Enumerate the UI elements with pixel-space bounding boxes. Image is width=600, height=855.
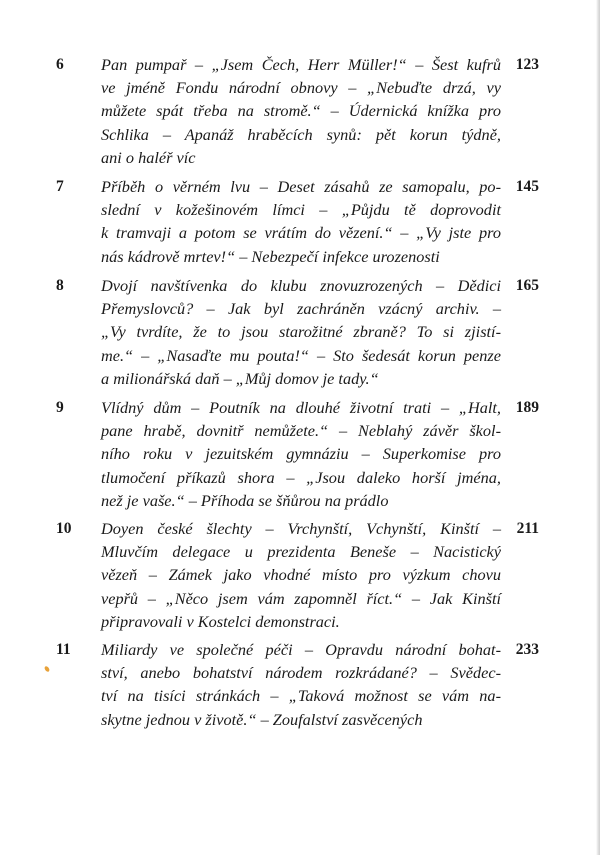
ink-mark <box>44 665 51 672</box>
summary-line: „Vy tvrdíte, že to jsou starožitné zbraně? To si zjistí- <box>101 322 501 342</box>
summary-line: vězeň – Zámek jako vhodné místo pro výzkum chovu <box>101 565 501 585</box>
summary-line: vepřů – „Něco jsem vám zapomněl říct.“ – Jak Kinští <box>101 588 501 608</box>
summary-line: Mluvčím delegace u prezidenta Beneše – Nacistický <box>101 542 501 562</box>
summary-line: ního roku v jezuitském gymnáziu – Superkomise pro <box>101 444 501 464</box>
summary-line: Schlika – Apanáž hraběcích synů: pět korun týdně, <box>101 124 501 144</box>
summary-line: Příběh o věrném lvu – Deset zásahů ze samopalu, po- <box>101 177 501 196</box>
summary-line: pane hrabě, dovnitř nemůžete.“ – Neblahý závěr škol- <box>101 421 501 441</box>
summary-line: můžete spát třeba na stromě.“ – Údernická knížka pro <box>101 101 501 121</box>
chapter-summary <box>101 638 501 731</box>
chapter-number: 10 <box>56 520 72 537</box>
summary-line: slední v kožešinovém límci – „Půjdu tě doprovodit <box>101 200 501 220</box>
summary-line: nás kádrově mrtev!“ – Nebezpečí infekce urozenosti <box>101 246 440 266</box>
summary-line: ství, anebo bohatství národem rozkrádané? – Svědec- <box>101 663 501 683</box>
summary-line: Pan pumpař – „Jsem Čech, Herr Müller!“ – Šest kufrů <box>101 55 501 74</box>
summary-line: k tramvaji a potom se vrátím do vězení.“ – „Vy jste pro <box>101 223 501 243</box>
summary-line: tví na tisíci stránkách – „Taková možnost se vám na- <box>101 686 501 706</box>
page-edge-shadow <box>596 0 600 855</box>
summary-line: me.“ – „Nasaďte mu pouta!“ – Sto šedesát korun penze <box>101 345 501 365</box>
page-number: 145 <box>515 178 539 195</box>
summary-line: Miliardy ve společné péči – Opravdu národní bohat- <box>101 640 501 659</box>
summary-line: připravovali v Kostelci demonstraci. <box>101 611 340 631</box>
summary-line: než je vaše.“ – Příhoda se šňůrou na prádlo <box>101 490 389 510</box>
chapter-number: 6 <box>56 56 64 73</box>
page-number: 211 <box>516 520 539 537</box>
chapter-number: 7 <box>56 178 64 195</box>
summary-line: tlumočení příkazů shora – „Jsou daleko horší jména, <box>101 467 501 487</box>
page-number: 165 <box>515 277 539 294</box>
page-number: 189 <box>515 399 539 416</box>
summary-line: Vlídný dům – Poutník na dlouhé životní trati – „Halt, <box>101 398 501 417</box>
chapter-summary <box>101 396 501 512</box>
chapter-number: 9 <box>56 399 64 416</box>
summary-line: Přemyslovců? – Jak byl zachráněn vzácný archiv. – <box>101 299 501 319</box>
page-number: 233 <box>515 641 539 658</box>
chapter-number: 11 <box>56 641 71 658</box>
summary-line: a milionářská daň – „Můj domov je tady.“ <box>101 368 379 388</box>
chapter-summary <box>101 274 501 390</box>
page-number: 123 <box>515 56 539 73</box>
summary-line: ve jméně Fondu národní obnovy – „Nebuďte drzá, vy <box>101 78 501 98</box>
chapter-summary <box>101 53 501 169</box>
chapter-summary <box>101 517 501 633</box>
summary-line: skytne jednou v životě.“ – Zoufalství zasvěcených <box>101 709 423 729</box>
summary-line: Dvojí navštívenka do klubu znovuzrozených – Dědici <box>101 276 501 295</box>
chapter-number: 8 <box>56 277 64 294</box>
summary-line: Doyen české šlechty – Vrchynští, Vchynští, Kinští – <box>101 519 501 538</box>
summary-line: ani o haléř víc <box>101 147 196 167</box>
chapter-summary <box>101 175 501 268</box>
